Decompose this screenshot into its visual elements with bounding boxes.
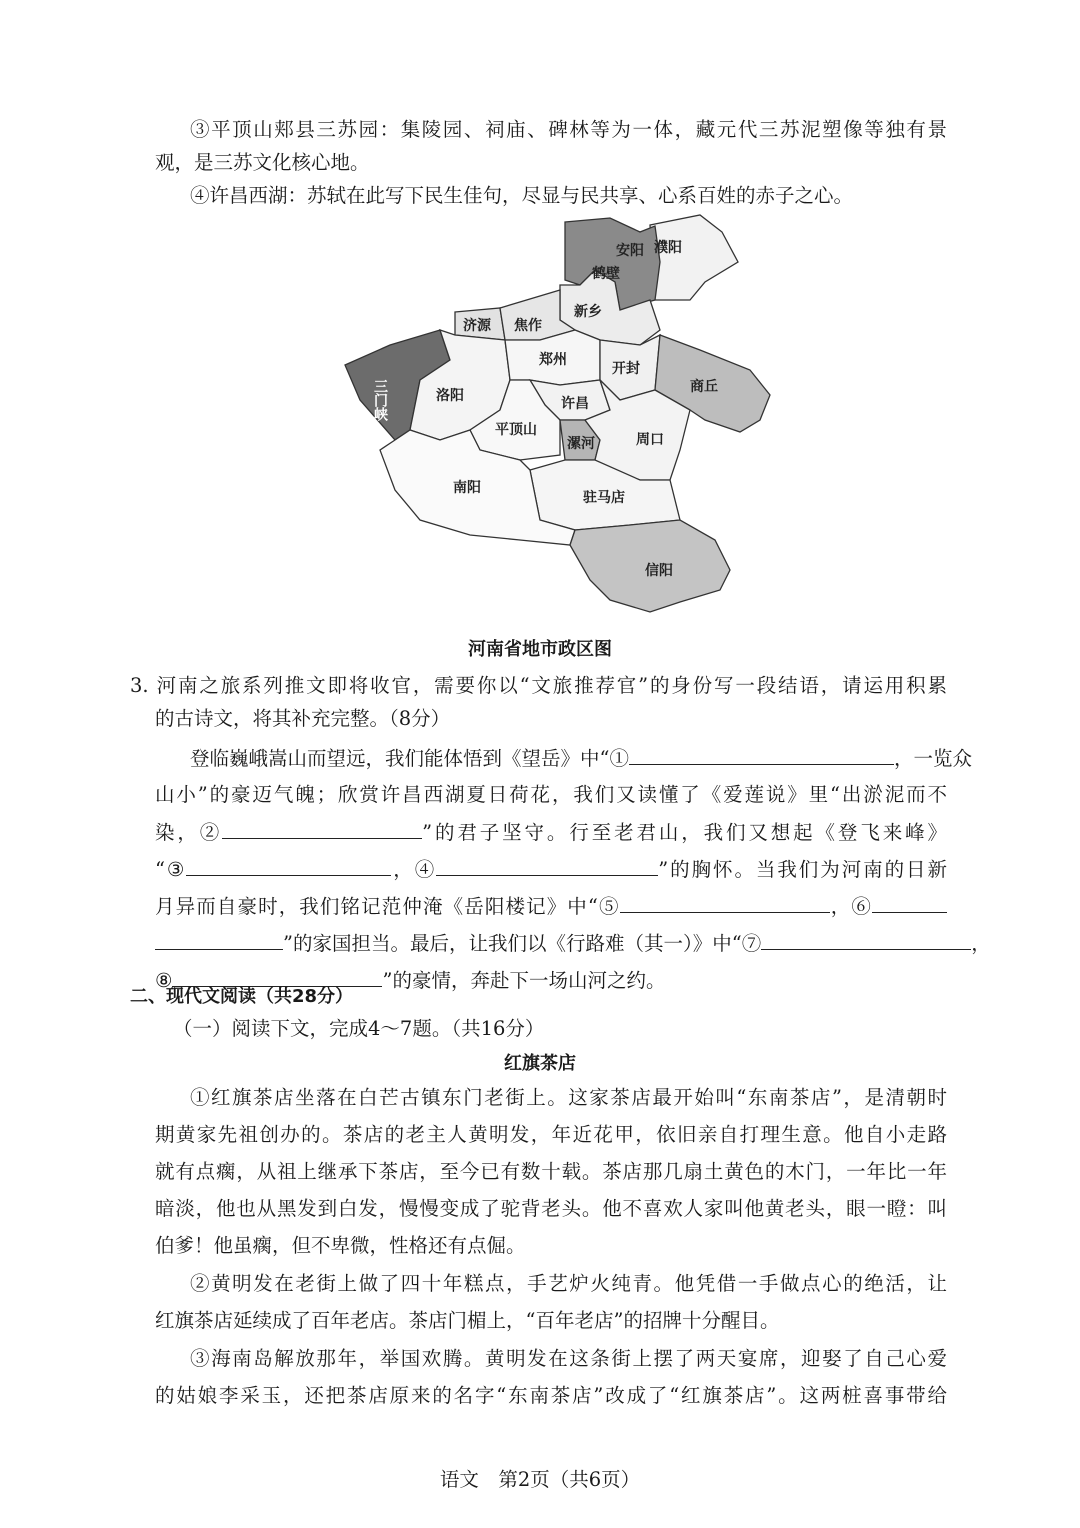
section-subheading: （一）阅读下文，完成4～7题。（共16分） [173,1017,545,1040]
label-anyang: 安阳 [616,243,644,259]
intro-item-4: ④许昌西湖：苏轼在此写下民生佳句，尽显与民共享、心系百姓的赤子之心。 [190,184,854,207]
label-luohe: 漯河 [567,436,595,452]
text-line: ③海南岛解放那年，举国欢腾。黄明发在这条街上摆了两天宴席，迎娶了自己心爱 [190,1347,947,1370]
text-line [155,855,947,884]
label-hebi: 鹤壁 [592,266,620,282]
text-line [155,818,947,847]
text-segment: ， [971,932,991,955]
article-title: 红旗茶店 [504,1053,576,1074]
label-nanyang: 南阳 [453,480,481,496]
text-line: 期黄家先祖创办的。茶店的老主人黄明发，年近花甲，依旧亲自打理生意。他自小走路 [155,1123,947,1146]
text-line: 观，是三苏文化核心地。 [155,151,370,174]
text-line [155,929,991,958]
label-xinxiang: 新乡 [574,304,602,320]
text-line: ③平顶山郏县三苏园：集陵园、祠庙、碑林等为一体，藏元代三苏泥塑像等独有景 [190,118,947,141]
page-footer: 语文 第2页（共6页） [439,1468,641,1491]
question-stem: 的古诗文，将其补充完整。（8分） [155,707,451,730]
text-line: 暗淡，他也从黑发到白发，慢慢变成了驼背老头。他不喜欢人家叫他黄老头，眼一瞪：叫 [155,1197,947,1220]
text-segment: ，④ [391,858,437,881]
text-segment: ，⑥ [829,895,872,918]
label-jiaozuo: 焦作 [514,318,542,334]
answer-blank-7[interactable] [761,929,971,950]
text-segment: ⑧ [155,969,173,992]
label-luoyang: 洛阳 [436,388,464,404]
henan-map [330,210,780,620]
text-line: 的姑娘李采玉，还把茶店原来的名字“东南茶店”改成了“红旗茶店”。这两桩喜事带给 [155,1384,947,1407]
label-xinyang: 信阳 [645,563,673,579]
text-segment: ”的胸怀。当我们为河南的日新 [658,858,947,881]
text-segment: ”的君子坚守。行至老君山，我们又想起《登飞来峰》 [422,821,947,844]
answer-blank-1[interactable] [629,744,894,765]
text-line: 山小”的豪迈气魄；欣赏许昌西湖夏日荷花，我们又读懂了《爱莲说》里“出淤泥而不 [155,783,947,806]
text-line: ①红旗茶店坐落在白芒古镇东门老街上。这家茶店最开始叫“东南茶店”，是清朝时 [190,1086,947,1109]
section-heading: 二、现代文阅读（共28分） [130,986,354,1007]
label-puyang: 濮阳 [654,240,682,256]
answer-blank-3[interactable] [186,855,391,876]
label-zhumadian: 驻马店 [583,490,625,506]
text-line: 就有点瘸，从祖上继承下茶店，至今已有数十载。茶店那几扇土黄色的木门，一年比一年 [155,1160,947,1183]
answer-blank-2[interactable] [222,818,422,839]
text-segment: ”的豪情，奔赴下一场山河之约。 [382,969,666,992]
text-segment: 月异而自豪时，我们铭记范仲淹《岳阳楼记》中“⑤ [155,895,620,918]
text-segment: 登临巍峨嵩山而望远，我们能体悟到《望岳》中“① [190,747,629,770]
text-line [155,892,947,921]
text-segment: 染，② [155,821,223,844]
text-line: ②黄明发在老街上做了四十年糕点，手艺炉火纯青。他凭借一手做点心的绝活，让 [190,1272,947,1295]
map-caption: 河南省地市政区图 [468,639,612,660]
text-segment: “③ [155,858,187,881]
question-stem: 3. 河南之旅系列推文即将收官，需要你以“文旅推荐官”的身份写一段结语，请运用积累 [130,674,947,697]
text-line [190,744,972,773]
text-segment: ，一览众 [893,747,972,770]
region-puyang [650,215,738,300]
label-xuchang: 许昌 [561,396,589,412]
label-zhoukou: 周口 [636,432,664,448]
text-line: 伯爹！他虽瘸，但不卑微，性格还有点倔。 [155,1234,526,1257]
label-kaifeng: 开封 [612,361,640,377]
answer-blank-5[interactable] [620,892,830,913]
answer-blank-4[interactable] [436,855,658,876]
label-pingdingshan: 平顶山 [495,422,537,438]
label-shangqiu: 商丘 [690,379,718,395]
answer-blank-6-cont[interactable] [155,929,283,950]
label-sanmenxia: 三门峡 [372,379,388,421]
text-segment: ”的家国担当。最后，让我们以《行路难（其一）》中“⑦ [283,932,762,955]
answer-blank-6[interactable] [872,892,947,913]
text-line: 红旗茶店延续成了百年老店。茶店门楣上，“百年老店”的招牌十分醒目。 [155,1309,780,1332]
label-jiyuan: 济源 [463,318,491,334]
label-zhengzhou: 郑州 [539,352,567,368]
